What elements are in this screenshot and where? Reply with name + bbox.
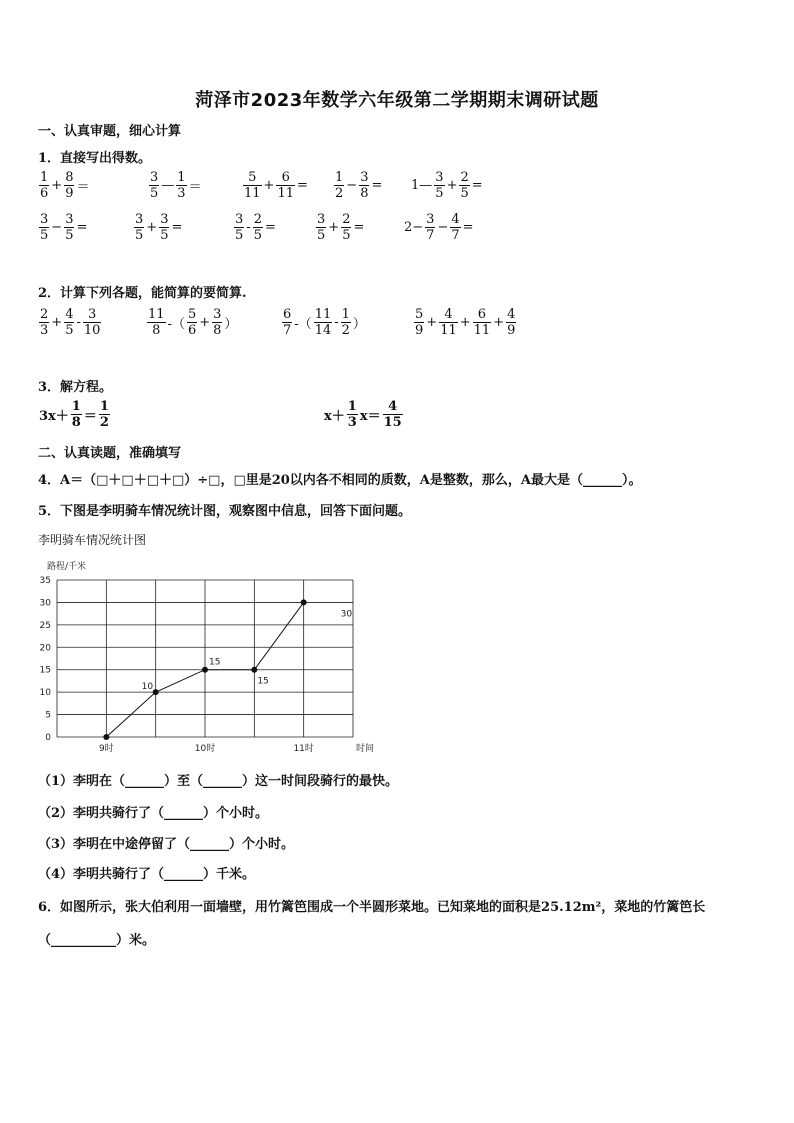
q5-sub1: （1）李明在（______）至（______）这一时间段骑行的最快。 <box>38 774 399 789</box>
q1-expr <box>403 212 475 243</box>
q2-expr <box>413 307 517 338</box>
operator: + <box>459 315 471 330</box>
q1-expr <box>38 212 88 243</box>
numerator: 5 <box>187 307 197 322</box>
fraction <box>341 212 351 243</box>
denominator: 5 <box>235 228 244 243</box>
fraction <box>341 307 351 338</box>
denominator: 11 <box>277 186 294 201</box>
fraction <box>83 307 102 338</box>
y-tick-label: 30 <box>39 598 51 609</box>
denominator: 5 <box>253 228 262 243</box>
operator: + <box>51 178 63 193</box>
denominator: 5 <box>435 186 444 201</box>
data-point <box>202 667 208 673</box>
section2-heading: 二、认真读题，准确填写 <box>38 446 182 461</box>
fraction <box>64 212 74 243</box>
numerator: 3 <box>426 212 435 227</box>
fraction <box>159 212 169 243</box>
numerator: 3 <box>360 170 369 185</box>
x-axis-label: 时间 <box>355 744 375 754</box>
x-tick-label: 9时 <box>98 744 114 754</box>
operator: + <box>493 315 505 330</box>
fraction <box>243 170 262 201</box>
operator: ＝ <box>188 180 202 195</box>
numerator: 4 <box>65 307 74 322</box>
y-tick-label: 35 <box>39 576 51 586</box>
operator: = <box>297 178 308 193</box>
fraction <box>71 399 82 430</box>
denominator: 5 <box>65 228 74 243</box>
denominator: 5 <box>160 228 169 243</box>
numerator: 3 <box>235 212 244 227</box>
operator: -（ <box>294 317 312 332</box>
operator: ） <box>224 317 238 332</box>
numerator: 3 <box>435 170 444 185</box>
fraction <box>334 170 344 201</box>
operator: = <box>462 220 474 235</box>
chart-grid <box>57 580 353 737</box>
numerator: 8 <box>65 170 74 185</box>
denominator: 2 <box>335 186 344 201</box>
operator: = <box>171 220 183 235</box>
denominator: 8 <box>213 323 222 338</box>
y-axis-label: 路程/千米 <box>47 562 87 572</box>
operator: 1— <box>411 178 433 193</box>
q6-line2: （__________）米。 <box>38 933 156 948</box>
numerator: 1 <box>177 170 186 185</box>
operator: — <box>161 178 175 193</box>
data-point <box>301 599 307 605</box>
numerator: 4 <box>451 212 460 227</box>
denominator: 7 <box>283 323 292 338</box>
numerator: 3 <box>135 212 144 227</box>
fraction <box>39 307 49 338</box>
operator: + <box>146 220 158 235</box>
q1-expr <box>410 170 484 201</box>
denominator: 8 <box>360 186 369 201</box>
q4-text: 4．A＝（□＋□＋□＋□）÷□，□里是20以内各不相同的质数，A是整数，那么，A最大是（______）。 <box>38 473 642 488</box>
fraction <box>147 307 166 338</box>
q1-expr <box>148 170 203 201</box>
chart-title: 李明骑车情况统计图 <box>38 533 147 547</box>
operator: - <box>334 315 339 330</box>
denominator: 10 <box>83 323 101 338</box>
fraction <box>212 307 222 338</box>
denominator: 8 <box>147 322 166 338</box>
numerator: 1 <box>40 170 49 185</box>
data-label: 30 <box>340 609 353 620</box>
q1-expr <box>233 212 277 243</box>
operator: = <box>471 178 483 193</box>
q5-sub3: （3）李明在中途停留了（______）个小时。 <box>38 837 295 852</box>
q3-expr <box>323 399 404 430</box>
fraction <box>64 170 74 201</box>
q2-expr <box>281 307 367 338</box>
denominator: 11 <box>473 323 491 338</box>
operator: ） <box>352 317 366 332</box>
y-tick-label: 10 <box>39 688 51 699</box>
operator: − <box>346 178 358 193</box>
numerator: 11 <box>314 307 332 322</box>
q1-label: 1．直接写出得数。 <box>38 151 152 166</box>
numerator: 4 <box>444 307 453 322</box>
numerator: 1 <box>335 170 344 185</box>
fraction <box>359 170 369 201</box>
denominator: 6 <box>187 323 197 338</box>
denominator: 2 <box>99 415 109 430</box>
chart-labels <box>40 560 374 754</box>
denominator: 7 <box>426 228 435 243</box>
operator: 3x＋ <box>39 409 69 424</box>
data-label: 10 <box>141 682 154 693</box>
numerator: 2 <box>40 307 49 322</box>
denominator: 5 <box>317 228 326 243</box>
numerator: 5 <box>248 170 257 185</box>
fraction <box>383 399 403 430</box>
y-tick-label: 5 <box>45 710 51 721</box>
operator: + <box>51 315 63 330</box>
operator: ＝ <box>83 409 97 424</box>
numerator: 4 <box>507 307 516 322</box>
q3-label: 3．解方程。 <box>38 380 113 395</box>
q1-expr <box>315 212 365 243</box>
numerator: 1 <box>347 399 357 414</box>
operator: -（ <box>167 317 185 332</box>
operator: = <box>264 220 276 235</box>
numerator: 3 <box>65 212 74 227</box>
operator: + <box>263 178 275 193</box>
denominator: 3 <box>40 323 49 338</box>
fraction <box>39 170 49 201</box>
operator: 2− <box>404 220 424 235</box>
y-tick-label: 25 <box>39 620 51 631</box>
denominator: 8 <box>71 415 81 430</box>
numerator: 3 <box>40 212 49 227</box>
denominator: 11 <box>440 323 457 338</box>
denominator: 9 <box>415 323 424 338</box>
denominator: 9 <box>507 323 516 338</box>
fraction <box>282 307 292 338</box>
fraction <box>314 307 333 338</box>
operator: = <box>76 220 88 235</box>
data-label: 15 <box>209 657 221 668</box>
numerator: 6 <box>281 170 290 185</box>
operator: x＋ <box>324 409 345 424</box>
fraction <box>39 212 49 243</box>
fraction <box>459 170 469 201</box>
fraction <box>253 212 263 243</box>
fraction <box>316 212 326 243</box>
operator: + <box>328 220 340 235</box>
denominator: 9 <box>65 186 74 201</box>
fraction <box>99 399 110 430</box>
denominator: 5 <box>135 228 144 243</box>
operator: = <box>353 220 365 235</box>
numerator: 3 <box>160 212 169 227</box>
operator: = <box>371 178 383 193</box>
fraction <box>176 170 186 201</box>
numerator: 2 <box>342 212 351 227</box>
denominator: 3 <box>177 186 186 201</box>
operator: + <box>446 178 458 193</box>
q1-expr <box>133 212 183 243</box>
operator: ＝ <box>76 180 90 195</box>
q1-expr <box>38 170 90 201</box>
data-label: 15 <box>257 676 269 687</box>
denominator: 5 <box>460 186 469 201</box>
page-title: 菏泽市2023年数学六年级第二学期期末调研试题 <box>195 90 599 111</box>
section1-heading: 一、认真审题，细心计算 <box>38 124 182 139</box>
data-point <box>103 734 109 740</box>
fraction <box>134 212 144 243</box>
y-tick-label: 15 <box>39 665 51 676</box>
fraction <box>506 307 516 338</box>
q6-line1: 6．如图所示，张大伯利用一面墙壁，用竹篱笆围成一个半圆形菜地。已知菜地的面积是25.12m²，菜地的竹篱笆长 <box>38 900 706 915</box>
q1-expr <box>333 170 383 201</box>
operator: x＝ <box>359 409 381 424</box>
distance-line-chart <box>30 556 390 761</box>
fraction <box>414 307 424 338</box>
q5-sub4: （4）李明共骑行了（______）千米。 <box>38 867 256 882</box>
fraction <box>425 212 435 243</box>
numerator: 1 <box>99 399 109 414</box>
q5-sub2: （2）李明共骑行了（______）个小时。 <box>38 806 269 821</box>
q1-expr <box>242 170 309 201</box>
denominator: 2 <box>341 323 350 338</box>
y-tick-label: 0 <box>45 733 51 743</box>
fraction <box>434 170 444 201</box>
fraction <box>149 170 159 201</box>
operator: + <box>426 315 438 330</box>
x-tick-label: 11时 <box>293 744 314 754</box>
q2-label: 2．计算下列各题，能简算的要简算. <box>38 286 247 301</box>
denominator: 15 <box>383 415 402 430</box>
operator: − <box>51 220 63 235</box>
numerator: 1 <box>71 399 81 414</box>
numerator: 6 <box>283 307 292 322</box>
numerator: 3 <box>150 170 159 185</box>
numerator: 3 <box>317 212 326 227</box>
q3-expr <box>38 399 111 430</box>
fraction <box>187 307 197 338</box>
fraction <box>64 307 74 338</box>
numerator: 2 <box>253 212 262 227</box>
q5-text: 5．下图是李明骑车情况统计图，观察图中信息，回答下面问题。 <box>38 504 412 519</box>
denominator: 5 <box>65 323 74 338</box>
numerator: 11 <box>148 307 165 322</box>
operator: − <box>437 220 449 235</box>
operator: - <box>76 315 81 330</box>
numerator: 2 <box>460 170 469 185</box>
fraction <box>450 212 460 243</box>
denominator: 5 <box>40 228 49 243</box>
data-point <box>153 689 159 695</box>
numerator: 3 <box>213 307 222 322</box>
denominator: 3 <box>347 415 357 430</box>
operator: + <box>199 315 211 330</box>
x-tick-label: 10时 <box>194 744 216 754</box>
denominator: 6 <box>40 186 49 201</box>
fraction <box>347 399 358 430</box>
operator: - <box>246 220 251 235</box>
numerator: 3 <box>88 307 97 322</box>
denominator: 5 <box>150 186 159 201</box>
y-tick-label: 20 <box>39 643 51 654</box>
fraction <box>276 170 295 201</box>
q2-expr <box>146 307 238 338</box>
fraction <box>234 212 244 243</box>
data-point <box>251 667 257 673</box>
numerator: 6 <box>477 307 487 322</box>
numerator: 5 <box>415 307 424 322</box>
numerator: 1 <box>341 307 350 322</box>
denominator: 5 <box>342 228 351 243</box>
denominator: 14 <box>314 323 332 338</box>
fraction <box>473 307 492 338</box>
fraction <box>439 307 458 338</box>
numerator: 4 <box>388 399 398 414</box>
denominator: 7 <box>451 228 460 243</box>
q2-expr <box>38 307 102 338</box>
denominator: 11 <box>244 186 261 201</box>
